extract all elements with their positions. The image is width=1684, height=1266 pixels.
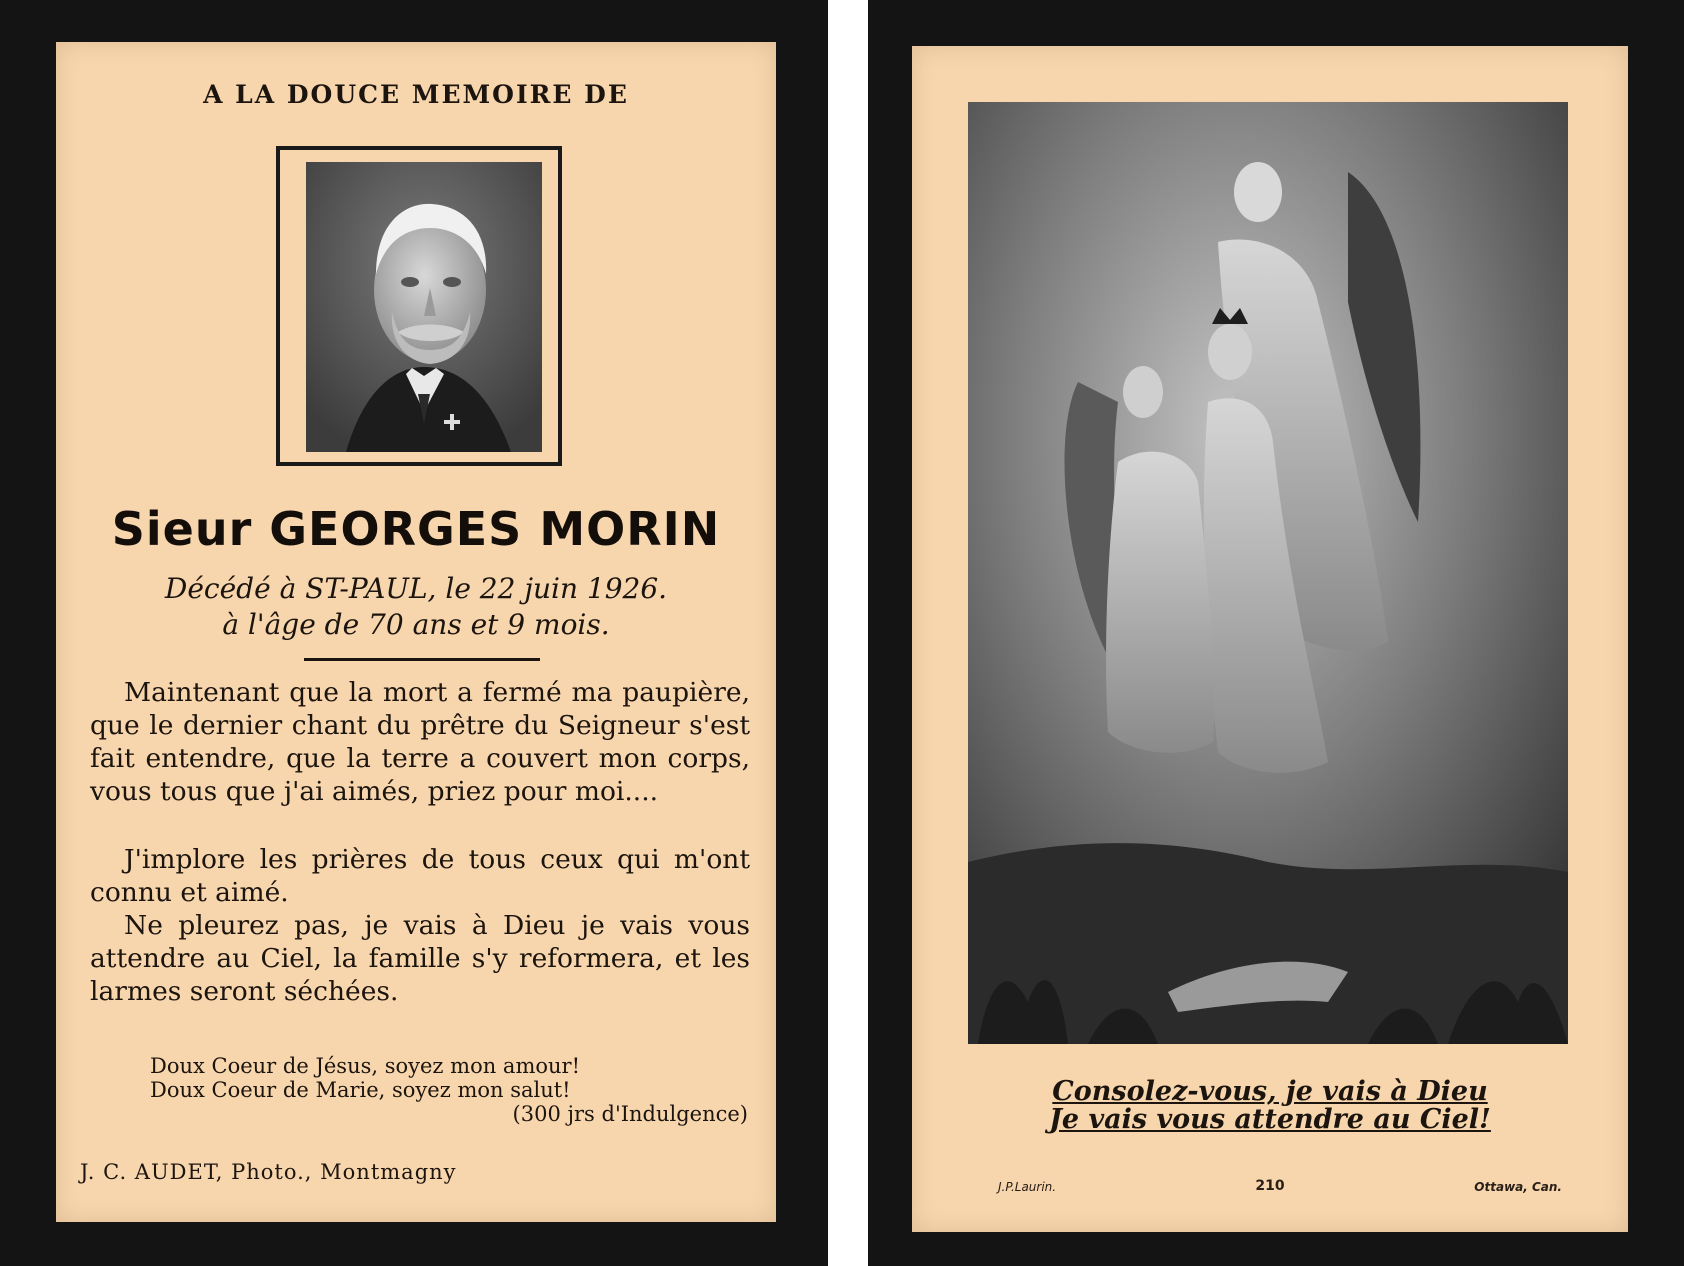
prayer-line: Doux Coeur de Jésus, soyez mon amour! (150, 1054, 581, 1078)
memorial-card-back (912, 46, 1628, 1232)
deceased-name: Sieur GEORGES MORIN (111, 502, 721, 556)
card-number: 210 (1255, 1178, 1285, 1194)
angels-image (968, 102, 1568, 1044)
age-at-death: à l'âge de 70 ans et 9 mois. (222, 608, 610, 641)
indulgence-note: (300 jrs d'Indulgence) (512, 1102, 748, 1126)
photographer-credit: J. C. AUDET, Photo., Montmagny (80, 1160, 457, 1184)
consolation-line: Je vais vous attendre au Ciel! (1049, 1104, 1491, 1135)
consolation-line: Consolez-vous, je vais à Dieu (1052, 1076, 1488, 1107)
text-paragraph: Ne pleurez pas, je vais à Dieu je vais vous attendre au Ciel, la famille s'y reformera, et les larmes seront séchées. (90, 910, 750, 1007)
memorial-card-front (56, 42, 776, 1222)
portrait-photo (306, 162, 542, 452)
publisher-place: Ottawa, Can. (1474, 1180, 1562, 1194)
publisher-credit: J.P.Laurin. (998, 1180, 1057, 1194)
portrait-frame (276, 146, 562, 466)
death-date-place: Décédé à ST-PAUL, le 22 juin 1926. (164, 572, 668, 605)
card-heading: A LA DOUCE MEMOIRE DE (203, 80, 629, 109)
right-card-border (868, 0, 1684, 1266)
divider-rule (304, 658, 540, 661)
text-paragraph: J'implore les prières de tous ceux qui m'ont connu et aimé. (90, 844, 750, 908)
text-paragraph: Maintenant que la mort a fermé ma paupière, que le dernier chant du prêtre du Seigneur s'est fait entendre, que la terre a couvert mon corps, vous tous que j'ai aimés, priez pour moi.... (90, 677, 750, 807)
prayer-line: Doux Coeur de Marie, soyez mon salut! (150, 1078, 571, 1102)
left-card-border (0, 0, 828, 1266)
angels-illustration (968, 102, 1568, 1044)
portrait-illustration (306, 162, 542, 452)
